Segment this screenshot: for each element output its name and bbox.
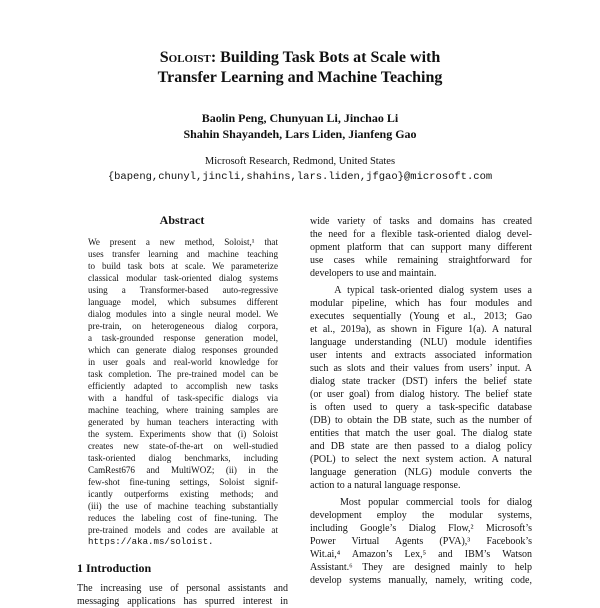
paper-title-line-2: Transfer Learning and Machine Teaching	[157, 69, 443, 86]
abstract-line: uses transfer learning and machine teaching	[88, 249, 278, 259]
right-column-line: and DB state are then passed to a dialog policy	[310, 441, 532, 452]
abstract-line: the system. Experiments show that (i) Soloist	[88, 429, 278, 439]
right-column-line: development employ the modular systems,	[310, 510, 532, 521]
abstract-line: task-oriented dialog benchmarks, including	[88, 453, 278, 463]
right-column-line: modular pipeline, which has four modules and	[310, 298, 532, 309]
abstract-line: efficiently adapted to accomplish new tasks	[88, 381, 278, 391]
right-column-line: the need for a flexible task-oriented dialog devel-	[310, 229, 532, 240]
abstract-line: with a handful of task-specific dialogs via	[88, 393, 278, 403]
right-column-line: (DB) to obtain the DB state, such as the number of	[310, 415, 532, 426]
right-column-line: Most popular commercial tools for dialog	[310, 497, 532, 508]
abstract-line: a task-grounded response generation model,	[88, 333, 278, 343]
right-column-line: such as slots and their values from users’ input. A	[310, 363, 532, 374]
abstract-line: which can generate dialog responses grounded	[88, 345, 278, 355]
affiliation: Microsoft Research, Redmond, United States	[204, 156, 396, 167]
authors-line-2: Shahin Shayandeh, Lars Liden, Jianfeng Gao	[183, 127, 417, 141]
system-name: Soloist	[159, 49, 211, 66]
abstract-code-link[interactable]: https://aka.ms/soloist.	[88, 536, 214, 547]
right-column-line: et al., 2019a), as shown in Figure 1(a). A natural	[310, 324, 532, 335]
abstract-line: reduces the labeling cost of fine-tuning. The	[88, 513, 278, 523]
abstract-line: We present a new method, Soloist,¹ that	[88, 237, 278, 247]
abstract-line: to build task bots at scale. We parameterize	[88, 261, 278, 271]
authors-line-1: Baolin Peng, Chunyuan Li, Jinchao Li	[201, 111, 399, 125]
right-column-line: user intents and extracts associated information	[310, 350, 532, 361]
abstract-line: few-shot fine-tuning settings, Soloist signif-	[88, 477, 278, 487]
abstract-line: icantly outperforms existing methods; and	[88, 489, 278, 499]
section-heading-introduction: 1 Introduction	[77, 561, 152, 575]
abstract-line: task completion. The pre-trained model can be	[88, 369, 278, 379]
right-column-line: opment platform that can support many different	[310, 242, 532, 253]
abstract-line: using a Transformer-based auto-regressive	[88, 285, 278, 295]
abstract-line: creates new state-of-the-art on well-studied	[88, 441, 278, 451]
paper-title-line-1	[0, 49, 600, 67]
abstract-line: in user goals and real-world knowledge for	[88, 357, 278, 367]
right-column-line: Power Virtual Agents (PVA),³ Facebook’s	[310, 536, 532, 547]
right-column-line: executes sequentially (Young et al., 2013; Gao	[310, 311, 532, 322]
right-column-line: is often used to query a task-specific database	[310, 402, 532, 413]
author-emails: {bapeng,chunyl,jincli,shahins,lars.liden,jfgao}@microsoft.com	[107, 171, 493, 183]
right-column-line: including Google’s Dialog Flow,² Microsoft’s	[310, 523, 532, 534]
right-column-line: (POL) to select the next system action. A natural	[310, 454, 532, 465]
abstract-line: (iii) the use of machine teaching substantially	[88, 501, 278, 511]
right-column-line: dialog state tracker (DST) infers the belief state	[310, 376, 532, 387]
abstract-line: generated by human teachers interacting with	[88, 417, 278, 427]
right-column-line: action to a natural language response.	[310, 480, 461, 491]
title-rest: : Building Task Bots at Scale with	[210, 49, 441, 66]
abstract-line: classical modular task-oriented dialog systems	[88, 273, 278, 283]
abstract-line: CamRest676 and MultiWOZ; (ii) in the	[88, 465, 278, 475]
abstract-line: language model, which subsumes different	[88, 297, 278, 307]
right-column-line: wide variety of tasks and domains has created	[310, 216, 532, 227]
right-column-line: language generation (NLG) module converts the	[310, 467, 532, 478]
right-column-line: Assistant.⁶ They are designed mainly to help	[310, 562, 532, 573]
right-column-line: develop systems manually, namely, writing code,	[310, 575, 532, 586]
right-column-line: language understanding (NLU) module identifies	[310, 337, 532, 348]
abstract-heading: Abstract	[159, 213, 205, 227]
abstract-line: machine teaching, where training samples are	[88, 405, 278, 415]
right-column-line: use cases while remaining straightforward for	[310, 255, 532, 266]
abstract-line: pre-trained models and codes are available at	[88, 525, 278, 535]
intro-line: messaging applications has spurred interest in	[77, 596, 288, 607]
right-column-line: Wit.ai,⁴ Amazon’s Lex,⁵ and IBM’s Watson	[310, 549, 532, 560]
right-column-line: entities that match the user goal. The dialog state	[310, 428, 532, 439]
right-column-line: (or user goal) from dialog history. The belief state	[310, 389, 532, 400]
abstract-line: dialog modules into a single neural model. We	[88, 309, 278, 319]
right-column-line: A typical task-oriented dialog system uses a	[310, 285, 532, 296]
intro-line: The increasing use of personal assistants and	[77, 583, 288, 594]
abstract-line: pre-train, on heterogeneous dialog corpora,	[88, 321, 278, 331]
right-column-line: developers to use and maintain.	[310, 268, 437, 279]
